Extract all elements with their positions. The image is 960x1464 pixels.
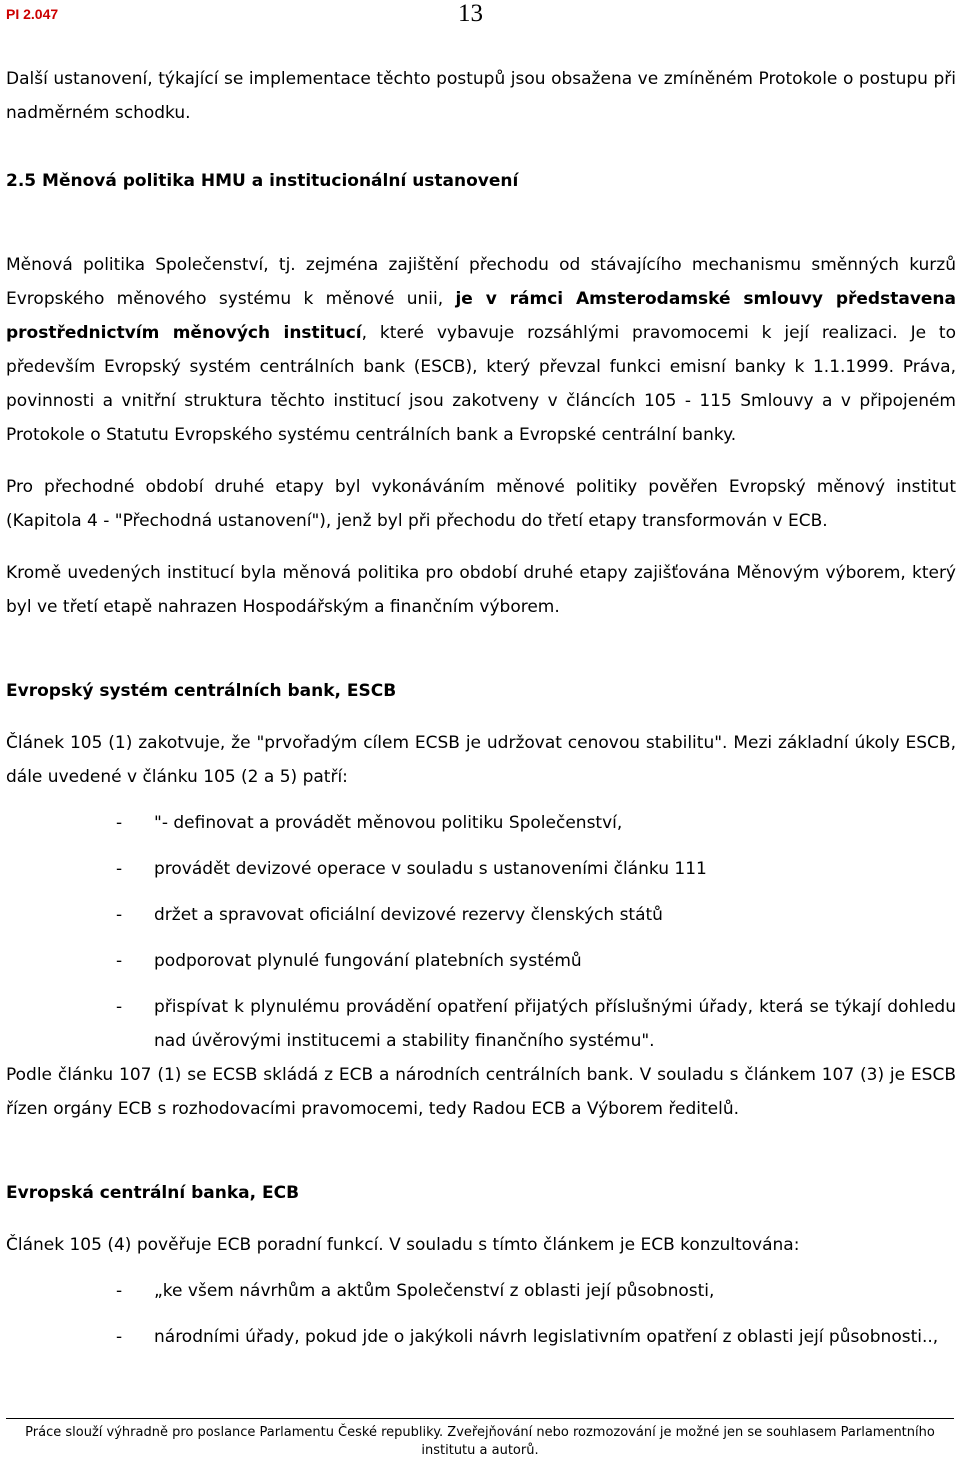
ecb-heading: Evropská centrální banka, ECB [6,1183,300,1203]
list-item [6,806,956,840]
paragraph-text-end: , které vybavuje rozsáhlými pravomocemi k její realizaci. Je to především Evropský systém centrálních bank (ESCB), který převzal funkci emisní banky k 1.1.1999. Práva, povinnosti a vnitřní struktura těchto institucí jsou zakotveny v článcích 105 - 115 Smlouvy a v připojeném Protokole o Statutu Evropského systému centrálních bank a Evropské centrální banky. [6,323,956,445]
list-item-text: podporovat plynulé fungování platebních systémů [154,951,582,971]
paragraph-text-start: Měnová politika Společenství, tj. zejména zajištění přechodu od stávajícího mechanismu směnných kurzů Evropského měnového systému k měnové unii, [6,255,956,309]
list-item-text: přispívat k plynulému provádění opatření přijatých příslušnými úřady, která se týkají dohledu nad úvěrovými institucemi a stability finančního systému". [154,997,956,1051]
escb-task-list [6,806,956,1058]
committee-paragraph: Kromě uvedených institucí byla měnová politika pro období druhé etapy zajišťována Měnovým výborem, který byl ve třetí etapě nahrazen Hospodářským a finančním výborem. [6,563,956,617]
escb-intro-paragraph: Článek 105 (1) zakotvuje, že "prvořadým cílem ECSB je udržovat cenovou stabilitu". Mezi základní úkoly ESCB, dále uvedené v článku 105 (2 a 5) patří: [6,733,956,787]
transition-paragraph: Pro přechodné období druhé etapy byl vykonáváním měnové politiky pověřen Evropský měnový institut (Kapitola 4 - "Přechodná ustanovení"), jenž byl při přechodu do třetí etapy transformován v ECB. [6,477,956,531]
dash-bullet: - [116,813,123,833]
list-item [6,990,956,1058]
list-item-text: provádět devizové operace v souladu s ustanoveními článku 111 [154,859,707,879]
dash-bullet: - [116,1281,123,1301]
dash-bullet: - [116,951,123,971]
list-item-text: „ke všem návrhům a aktům Společenství z oblasti její působnosti, [154,1281,715,1301]
list-item [6,1320,956,1354]
list-item [6,1274,956,1308]
list-item [6,944,956,978]
list-item [6,898,956,932]
intro-paragraph: Další ustanovení, týkající se implementace těchto postupů jsou obsažena ve zmíněném Protokole o postupu při nadměrném schodku. [6,69,956,123]
list-item-text: národními úřady, pokud jde o jakýkoli návrh legislativním opatření z oblasti její působnosti.., [154,1327,939,1347]
footer-note: Práce slouží výhradně pro poslance Parlamentu České republiky. Zveřejňování nebo rozmozování je možné jen se souhlasem Parlamentního institutu a autorů. [25,1425,935,1458]
ecb-intro-paragraph: Článek 105 (4) pověřuje ECB poradní funkcí. V souladu s tímto článkem je ECB konzultována: [6,1235,800,1255]
section-heading-2-5: 2.5 Měnová politika HMU a institucionální ustanovení [6,171,519,191]
document-code: PI 2.047 [6,6,59,22]
dash-bullet: - [116,997,123,1017]
ecb-consultation-list [6,1274,956,1354]
list-item-text: "- definovat a provádět měnovou politiku Společenství, [154,813,623,833]
escb-structure-paragraph: Podle článku 107 (1) se ECSB skládá z ECB a národních centrálních bank. V souladu s článkem 107 (3) je ESCB řízen orgány ECB s rozhodovacími pravomocemi, tedy Radou ECB a Výborem ředitelů. [6,1065,956,1119]
dash-bullet: - [116,859,123,879]
dash-bullet: - [116,905,123,925]
list-item [6,852,956,886]
page-number: 13 [458,0,483,27]
escb-heading: Evropský systém centrálních bank, ESCB [6,681,397,701]
dash-bullet: - [116,1327,123,1347]
list-item-text: držet a spravovat oficiální devizové rezervy členských států [154,905,663,925]
footer-divider [6,1418,954,1419]
monetary-policy-paragraph [6,248,956,452]
document-body [6,62,956,1354]
paragraph-bold-text: je v rámci Amsterodamské smlouvy představena prostřednictvím měnových institucí [6,289,957,343]
